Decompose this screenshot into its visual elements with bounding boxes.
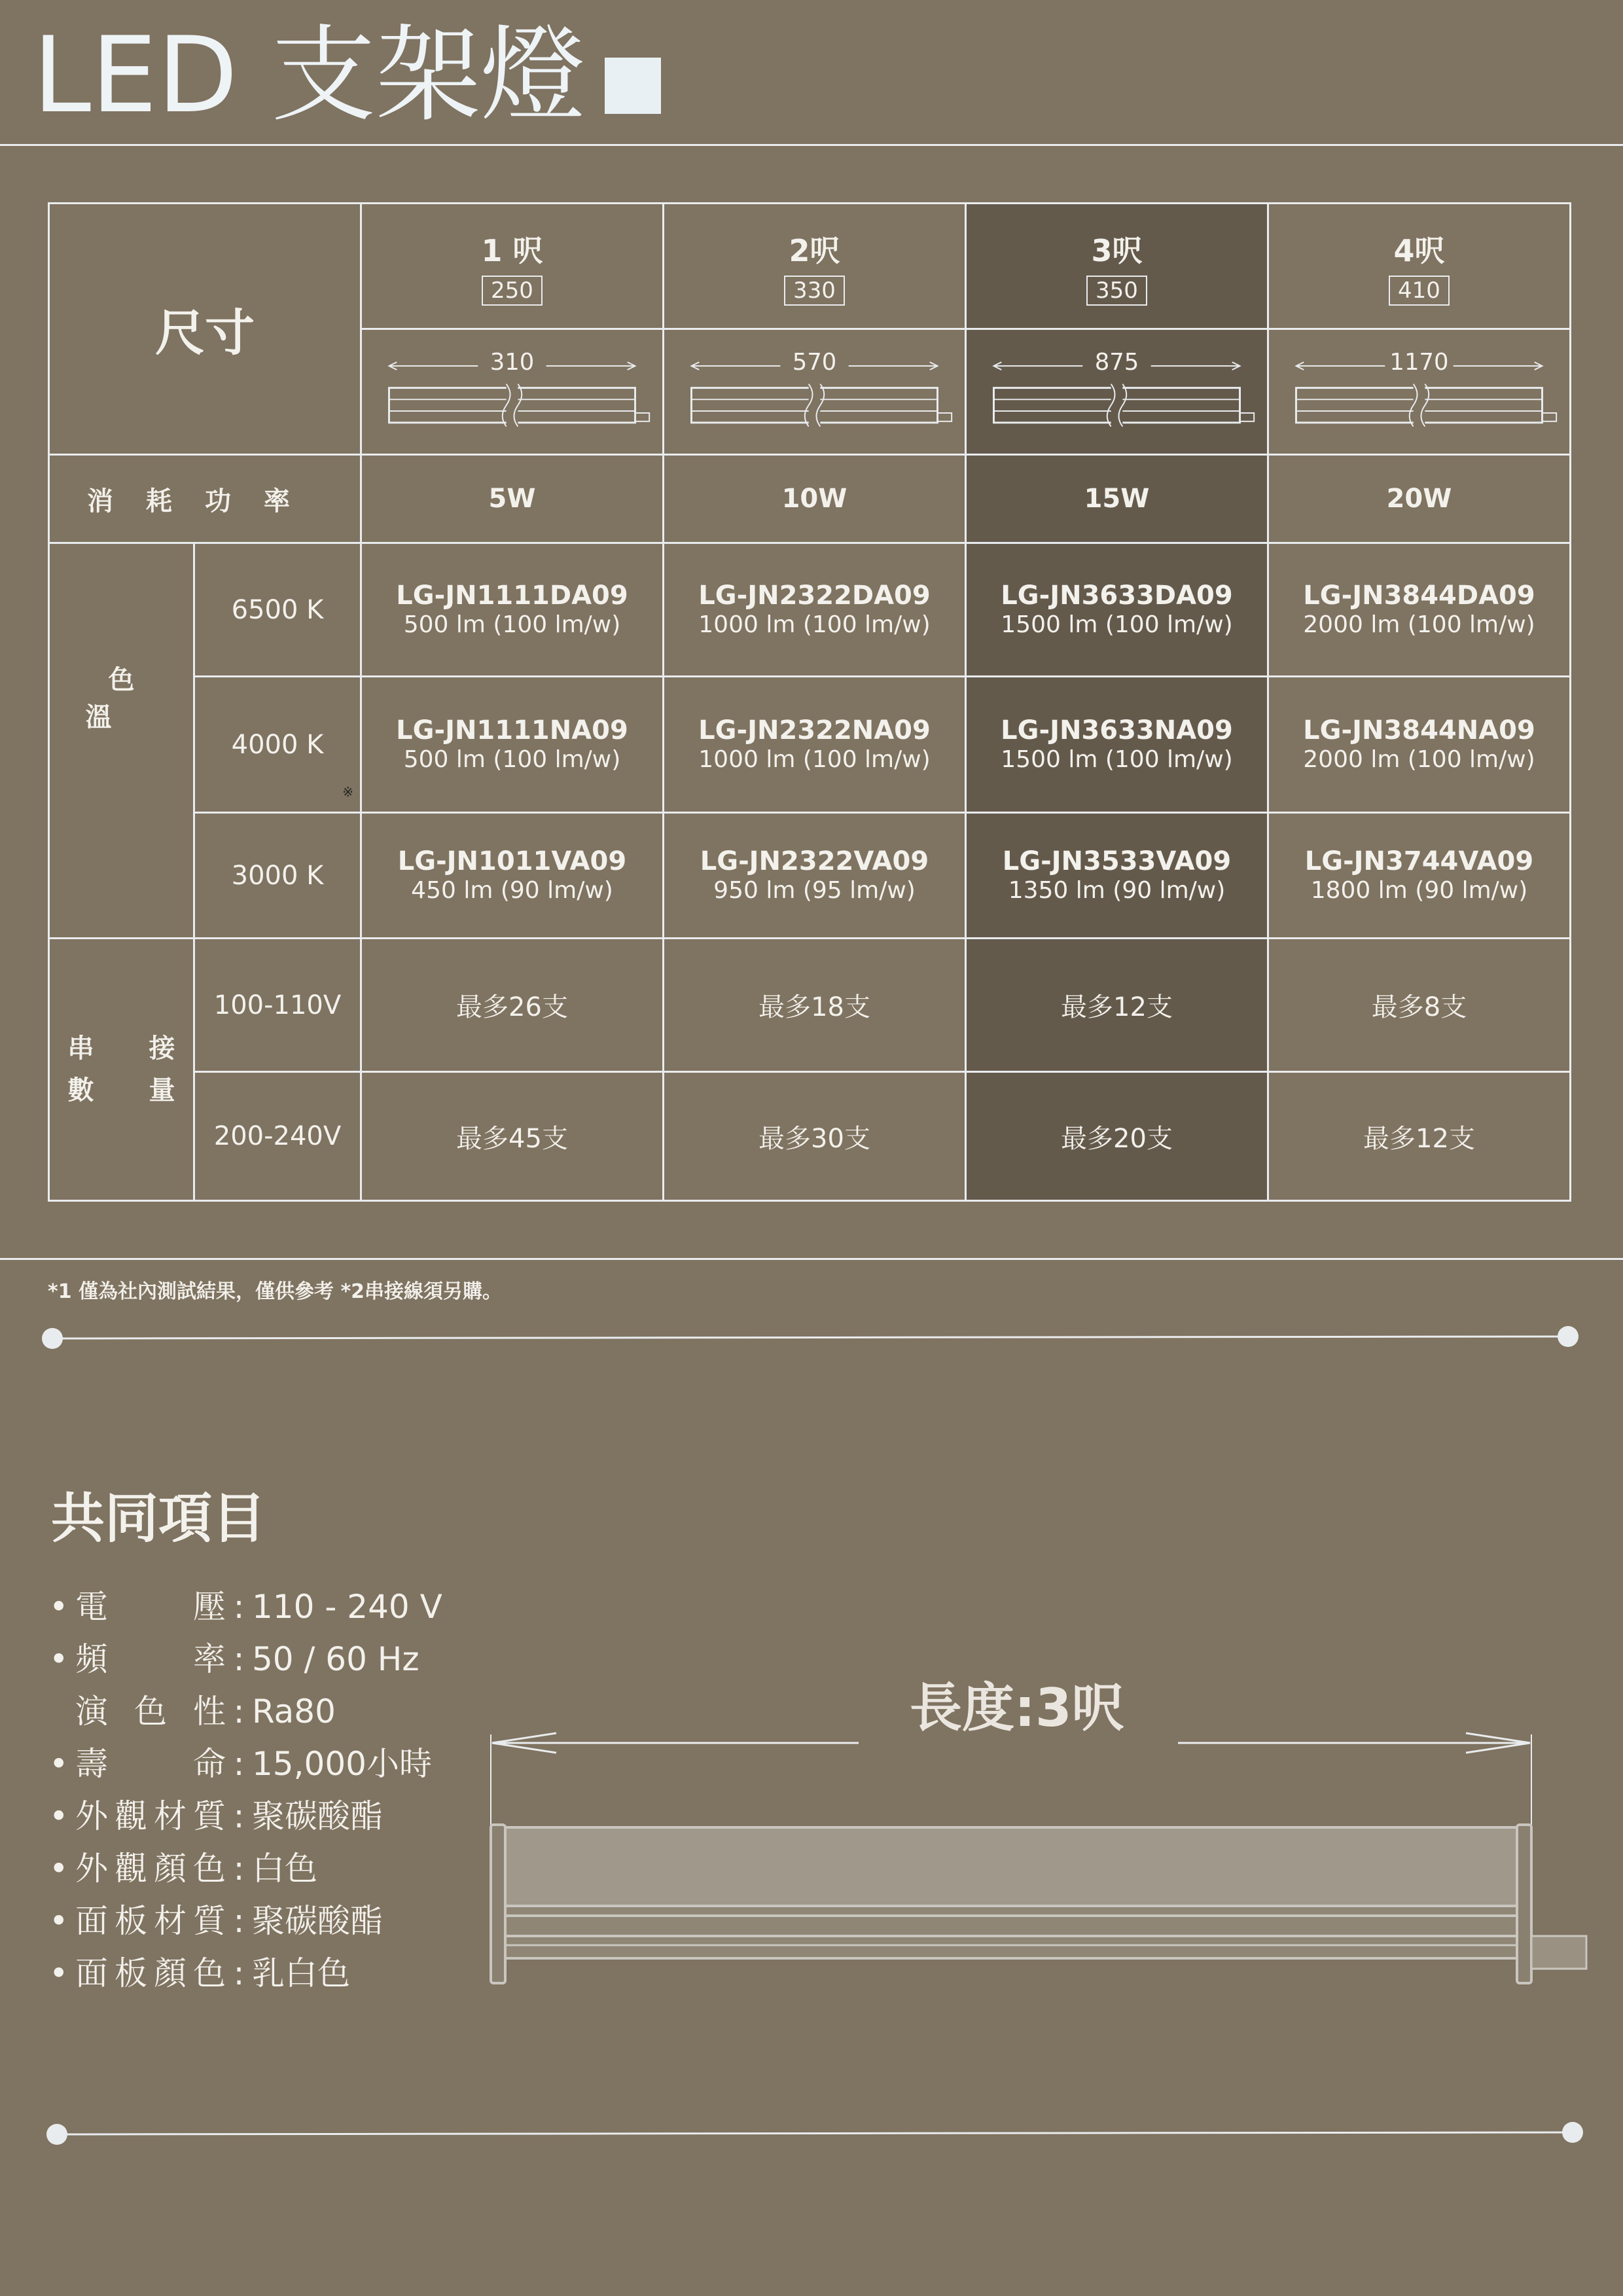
length-label: 長度:3呎 bbox=[910, 1677, 1124, 1738]
connection-cell bbox=[966, 1072, 1268, 1201]
table-divider bbox=[0, 1258, 1623, 1260]
lamp-diagram bbox=[362, 330, 662, 454]
lamp-cell-2 bbox=[664, 329, 966, 455]
connection-cell bbox=[1268, 939, 1571, 1072]
lumen-value: 500 lm (100 lm/w) bbox=[403, 745, 621, 773]
voltage-cell bbox=[194, 1072, 361, 1201]
size-code: 410 bbox=[1389, 276, 1450, 306]
footnote: *1 僅為社內測試結果，僅供參考 *2串接線須另購。 bbox=[48, 1280, 503, 1303]
lamp-cell-3 bbox=[966, 329, 1268, 455]
bullet-icon: • bbox=[49, 1588, 69, 1626]
model-cell bbox=[966, 813, 1268, 939]
voltage-value: 200-240V bbox=[213, 1121, 342, 1151]
size-name: 1 呎 bbox=[481, 232, 543, 268]
model-cell bbox=[966, 543, 1268, 677]
model-number: LG-JN1111DA09 bbox=[396, 580, 628, 611]
lamp-diagram bbox=[967, 330, 1267, 454]
color-temp-value-cell bbox=[194, 543, 361, 677]
connection-label: 串 接 bbox=[67, 1033, 175, 1064]
length-value: 1170 bbox=[1389, 349, 1449, 376]
model-number: LG-JN1011VA09 bbox=[397, 846, 627, 876]
spec-table bbox=[48, 202, 1571, 1202]
connection-row bbox=[49, 1072, 1571, 1201]
size-cell-1 bbox=[361, 204, 664, 329]
feature-colon: : bbox=[233, 1745, 245, 1783]
lumen-value: 500 lm (100 lm/w) bbox=[403, 611, 621, 638]
size-label: 尺寸 bbox=[155, 304, 255, 362]
model-number: LG-JN2322NA09 bbox=[698, 715, 931, 745]
common-title: 共同項目 bbox=[51, 1488, 266, 1550]
size-cell-3 bbox=[966, 204, 1268, 329]
power-cell bbox=[664, 455, 966, 543]
model-cell bbox=[1268, 543, 1571, 677]
feature-item bbox=[49, 1581, 442, 1633]
model-cell bbox=[664, 813, 966, 939]
note-mark: ※ bbox=[342, 784, 353, 800]
model-cell bbox=[361, 677, 664, 813]
model-number: LG-JN3844DA09 bbox=[1303, 580, 1535, 611]
connection-value: 最多8支 bbox=[1371, 992, 1467, 1022]
feature-label: 演色性 bbox=[75, 1693, 226, 1731]
square-icon bbox=[605, 58, 661, 114]
connection-value: 最多26支 bbox=[456, 992, 568, 1022]
page-title: LED 支架燈 bbox=[33, 20, 661, 131]
feature-label: 壽命 bbox=[75, 1745, 226, 1783]
connection-row bbox=[49, 939, 1571, 1072]
feature-label: 外觀顏色 bbox=[75, 1850, 226, 1888]
size-name: 2呎 bbox=[789, 232, 840, 268]
model-cell bbox=[361, 813, 664, 939]
bullet-icon: • bbox=[49, 1797, 69, 1835]
model-number: LG-JN2322DA09 bbox=[698, 580, 931, 611]
color-temp-label: 色溫 bbox=[85, 665, 181, 732]
color-temp-row bbox=[49, 543, 1571, 677]
power-value: 20W bbox=[1386, 484, 1452, 514]
feature-colon: : bbox=[233, 1954, 245, 1992]
feature-value: 白色 bbox=[252, 1850, 317, 1888]
feature-label: 頻率 bbox=[75, 1640, 226, 1678]
feature-value: Ra80 bbox=[252, 1693, 336, 1731]
color-temp-value: 6500 K bbox=[231, 594, 324, 625]
power-label: 消耗功率 bbox=[87, 486, 323, 516]
feature-item bbox=[49, 1842, 442, 1895]
color-temp-row bbox=[49, 677, 1571, 813]
feature-label: 面板材質 bbox=[75, 1902, 226, 1940]
bullet-icon: • bbox=[49, 1745, 69, 1783]
feature-colon: : bbox=[233, 1640, 245, 1678]
lumen-value: 1000 lm (100 lm/w) bbox=[698, 745, 931, 773]
size-cell-4 bbox=[1268, 204, 1571, 329]
feature-colon: : bbox=[233, 1902, 245, 1940]
bullet-icon: • bbox=[49, 1640, 69, 1678]
bullet-icon: • bbox=[49, 1954, 69, 1992]
size-label-cell bbox=[49, 204, 361, 455]
lumen-value: 1500 lm (100 lm/w) bbox=[1001, 611, 1233, 638]
model-number: LG-JN2322VA09 bbox=[700, 846, 929, 876]
model-number: LG-JN3633NA09 bbox=[1001, 715, 1233, 745]
feature-value: 15,000小時 bbox=[252, 1745, 432, 1783]
connection-cell bbox=[664, 939, 966, 1072]
feature-value: 聚碳酸酯 bbox=[252, 1797, 383, 1835]
power-value: 15W bbox=[1084, 484, 1150, 514]
power-value: 10W bbox=[781, 484, 847, 514]
connection-value: 最多45支 bbox=[456, 1123, 568, 1154]
length-value: 570 bbox=[792, 349, 837, 376]
connection-value: 最多12支 bbox=[1061, 992, 1173, 1022]
lamp-diagram bbox=[1269, 330, 1569, 454]
lumen-value: 1350 lm (90 lm/w) bbox=[1008, 876, 1226, 904]
color-temp-row bbox=[49, 813, 1571, 939]
feature-item bbox=[49, 1738, 442, 1790]
feature-colon: : bbox=[233, 1693, 245, 1731]
power-label-cell bbox=[49, 455, 361, 543]
voltage-value: 100-110V bbox=[213, 990, 342, 1020]
size-code: 350 bbox=[1086, 276, 1147, 306]
feature-colon: : bbox=[233, 1850, 245, 1888]
model-number: LG-JN1111NA09 bbox=[396, 715, 628, 745]
feature-item bbox=[49, 1685, 442, 1738]
lumen-value: 2000 lm (100 lm/w) bbox=[1303, 611, 1535, 638]
connection-cell bbox=[361, 1072, 664, 1201]
model-cell bbox=[664, 677, 966, 813]
connection-value: 最多30支 bbox=[758, 1123, 870, 1154]
lamp-cell-4 bbox=[1268, 329, 1571, 455]
color-temp-value-cell bbox=[194, 677, 361, 813]
length-value: 310 bbox=[490, 349, 535, 376]
model-number: LG-JN3844NA09 bbox=[1303, 715, 1535, 745]
feature-colon: : bbox=[233, 1588, 245, 1626]
connection-value: 最多12支 bbox=[1363, 1123, 1475, 1154]
lumen-value: 1000 lm (100 lm/w) bbox=[698, 611, 931, 638]
size-code: 330 bbox=[784, 276, 845, 306]
model-number: LG-JN3633DA09 bbox=[1001, 580, 1233, 611]
title-divider bbox=[0, 144, 1623, 146]
lamp-cell-1 bbox=[361, 329, 664, 455]
connection-label-cell bbox=[49, 939, 194, 1201]
feature-colon: : bbox=[233, 1797, 245, 1835]
model-number: LG-JN3533VA09 bbox=[1002, 846, 1232, 876]
feature-item bbox=[49, 1947, 442, 2000]
model-cell bbox=[664, 543, 966, 677]
color-temp-value: 3000 K bbox=[231, 860, 324, 891]
connection-cell bbox=[966, 939, 1268, 1072]
feature-label: 外觀材質 bbox=[75, 1797, 226, 1835]
size-name: 4呎 bbox=[1393, 232, 1445, 268]
size-cell-2 bbox=[664, 204, 966, 329]
voltage-cell bbox=[194, 939, 361, 1072]
bullet-icon: • bbox=[49, 1902, 69, 1940]
feature-value: 聚碳酸酯 bbox=[252, 1902, 383, 1940]
size-row bbox=[49, 204, 1571, 329]
connection-value: 最多20支 bbox=[1061, 1123, 1173, 1154]
color-temp-label-cell bbox=[49, 543, 194, 939]
lumen-value: 450 lm (90 lm/w) bbox=[411, 876, 613, 904]
color-temp-value: 4000 K bbox=[231, 729, 324, 760]
feature-value: 乳白色 bbox=[252, 1954, 350, 1992]
model-cell bbox=[361, 543, 664, 677]
feature-item bbox=[49, 1790, 442, 1842]
model-cell bbox=[1268, 813, 1571, 939]
power-value: 5W bbox=[488, 484, 536, 514]
section-divider-top bbox=[0, 1322, 1623, 1355]
connection-cell bbox=[664, 1072, 966, 1201]
model-number: LG-JN3744VA09 bbox=[1304, 846, 1534, 876]
section-divider-bottom bbox=[0, 2118, 1623, 2151]
size-name: 3呎 bbox=[1091, 232, 1143, 268]
model-cell bbox=[966, 677, 1268, 813]
feature-list bbox=[49, 1581, 442, 2000]
size-code: 250 bbox=[482, 276, 543, 306]
power-cell bbox=[1268, 455, 1571, 543]
connection-cell bbox=[1268, 1072, 1571, 1201]
connection-cell bbox=[361, 939, 664, 1072]
feature-item bbox=[49, 1633, 442, 1685]
power-cell bbox=[966, 455, 1268, 543]
color-temp-value-cell bbox=[194, 813, 361, 939]
model-cell bbox=[1268, 677, 1571, 813]
length-value: 875 bbox=[1094, 349, 1139, 376]
feature-item bbox=[49, 1895, 442, 1947]
connection-label: 數 量 bbox=[67, 1075, 175, 1105]
lumen-value: 1800 lm (90 lm/w) bbox=[1310, 876, 1528, 904]
bullet-icon: • bbox=[49, 1850, 69, 1888]
connection-value: 最多18支 bbox=[758, 992, 870, 1022]
feature-value: 110 - 240 V bbox=[252, 1588, 442, 1626]
feature-value: 50 / 60 Hz bbox=[252, 1640, 419, 1678]
feature-label: 面板顏色 bbox=[75, 1954, 226, 1992]
feature-label: 電壓 bbox=[75, 1588, 226, 1626]
power-row bbox=[49, 455, 1571, 543]
lumen-value: 1500 lm (100 lm/w) bbox=[1001, 745, 1233, 773]
power-cell bbox=[361, 455, 664, 543]
lumen-value: 2000 lm (100 lm/w) bbox=[1303, 745, 1535, 773]
lamp-diagram bbox=[664, 330, 965, 454]
lumen-value: 950 lm (95 lm/w) bbox=[713, 876, 916, 904]
